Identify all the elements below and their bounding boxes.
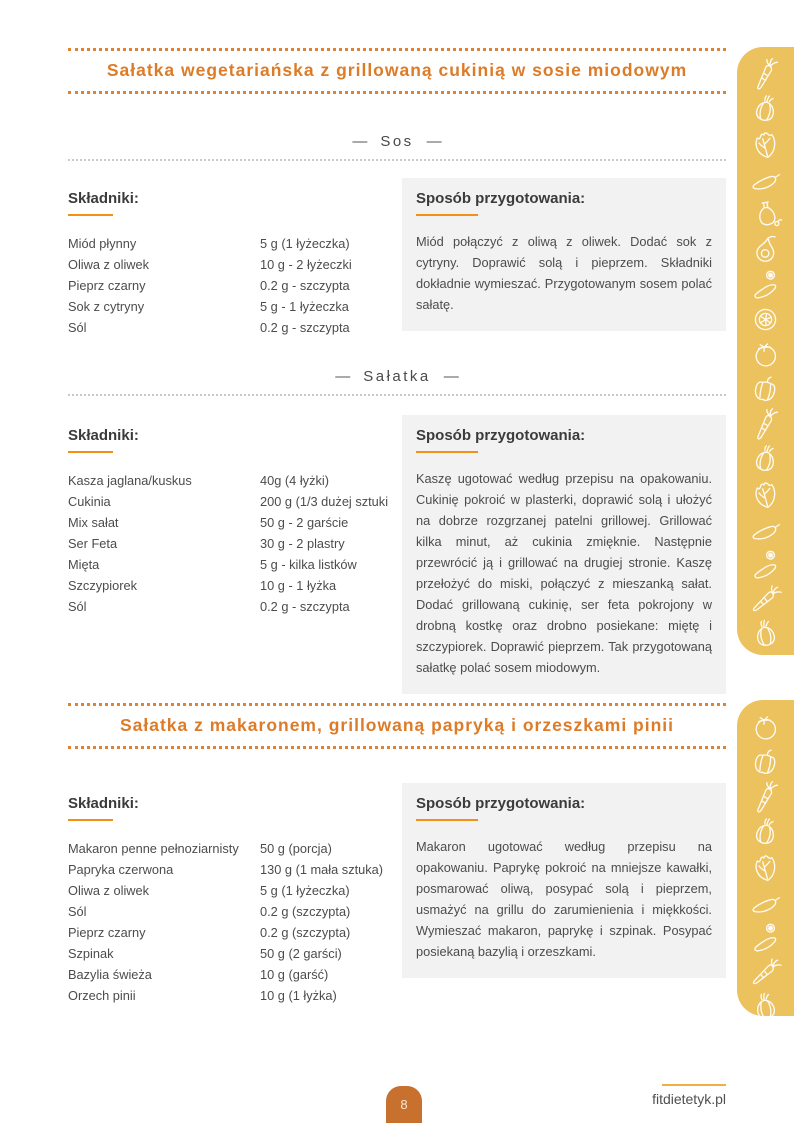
table-row bbox=[68, 254, 398, 275]
sos-columns bbox=[68, 178, 726, 338]
onion-icon bbox=[745, 987, 786, 1016]
table-row bbox=[68, 859, 398, 880]
vegetable-icon-bar-top bbox=[737, 47, 794, 655]
ingredient-name: Sól bbox=[68, 599, 87, 614]
onion-icon bbox=[745, 439, 786, 480]
ingredient-name: Szczypiorek bbox=[68, 578, 137, 593]
ingredient-name: Pieprz czarny bbox=[68, 278, 146, 293]
page-number: 8 bbox=[400, 1097, 408, 1112]
ingredient-name: Cukinia bbox=[68, 494, 111, 509]
ingredient-amount: 10 g (1 łyżka) bbox=[260, 988, 337, 1003]
ingredients-label: Składniki: bbox=[68, 795, 139, 812]
preparation-text: Kaszę ugotować według przepisu na opakowaniu. Cukinię pokroić w plasterki, doprawić solą i ułożyć na dobrze rozgrzanej patelni grillowej. Grillować kilka minut, aż cukinia zmięknie. Następnie przewrócić ją i grillować na drugiej stronie. Kaszę przełożyć do miski, połączyć z mieszanką sałat. Dodać grillowaną cukinię, ser feta pokrojony w drobną kostkę oraz drobno posiekane: miętę i szczypiorek. Doprawić pieprzem. Tak przygotowaną sałatkę polać sosem miodowym. bbox=[416, 471, 712, 675]
tomato-slice-icon bbox=[745, 299, 786, 340]
ingredient-amount: 0.2 g - szczypta bbox=[260, 278, 350, 293]
accent-underline bbox=[416, 451, 478, 453]
ingredient-amount: 0.2 g (szczypta) bbox=[260, 925, 351, 940]
salatka-columns bbox=[68, 415, 726, 694]
salatka-ingredients-column bbox=[68, 415, 398, 617]
ingredient-name: Ser Feta bbox=[68, 536, 118, 551]
preparation-label: Sposób przygotowania: bbox=[416, 427, 586, 444]
section-name: Sałatka bbox=[363, 368, 431, 385]
table-row bbox=[68, 943, 398, 964]
salatka-preparation-box bbox=[402, 415, 726, 694]
table-row bbox=[68, 838, 398, 859]
ingredient-amount: 5 g (1 łyżeczka) bbox=[260, 236, 350, 251]
table-row bbox=[68, 901, 398, 922]
recipe1-title: Sałatka wegetariańska z grillowaną cukinią w sosie miodowym bbox=[106, 60, 688, 80]
table-row bbox=[68, 985, 398, 1006]
dash-left: — bbox=[335, 368, 351, 385]
recipe2-title: Sałatka z makaronem, grillowaną papryką i orzeszkami pinii bbox=[119, 715, 675, 735]
ingredient-amount: 10 g - 2 łyżeczki bbox=[260, 257, 352, 272]
recipe2-ingredients-column bbox=[68, 783, 398, 1006]
recipe1-title-block bbox=[68, 48, 726, 94]
pepper-icon bbox=[745, 369, 786, 410]
table-row bbox=[68, 491, 398, 512]
ingredient-name: Orzech pinii bbox=[68, 988, 136, 1003]
onion-icon bbox=[745, 812, 786, 853]
recipe2-preparation-box bbox=[402, 783, 726, 978]
ingredient-amount: 130 g (1 mała sztuka) bbox=[260, 862, 384, 877]
dash-left: — bbox=[352, 133, 368, 150]
section-name: Sos bbox=[380, 133, 414, 150]
accent-underline bbox=[416, 819, 478, 821]
dotted-divider-gray bbox=[68, 394, 726, 396]
table-row bbox=[68, 233, 398, 254]
ingredient-name: Sól bbox=[68, 904, 87, 919]
ingredient-amount: 10 g - 1 łyżka bbox=[260, 578, 337, 593]
ingredient-name: Mięta bbox=[68, 557, 100, 572]
table-row bbox=[68, 470, 398, 491]
pepper-icon bbox=[745, 742, 786, 783]
preparation-text: Miód połączyć z oliwą z oliwek. Dodać sok z cytryny. Doprawić solą i pieprzem. Składniki dokładnie wymieszać. Przygotowanym sosem polać sałatę. bbox=[416, 234, 712, 312]
ingredient-name: Sok z cytryny bbox=[68, 299, 145, 314]
ingredient-amount: 200 g (1/3 dużej sztuki bbox=[260, 494, 389, 509]
dash-right: — bbox=[426, 133, 442, 150]
ingredient-name: Mix sałat bbox=[68, 515, 119, 530]
section-salatka-header bbox=[68, 368, 726, 396]
table-row bbox=[68, 512, 398, 533]
onion-icon bbox=[745, 614, 786, 655]
accent-underline bbox=[68, 451, 113, 453]
accent-underline bbox=[416, 214, 478, 216]
table-row bbox=[68, 575, 398, 596]
table-row bbox=[68, 880, 398, 901]
table-row bbox=[68, 922, 398, 943]
table-row bbox=[68, 296, 398, 317]
dash-right: — bbox=[443, 368, 459, 385]
ingredient-amount: 0.2 g (szczypta) bbox=[260, 904, 351, 919]
ingredients-list bbox=[68, 470, 398, 617]
table-row bbox=[68, 317, 398, 338]
dotted-divider-gray bbox=[68, 159, 726, 161]
ingredient-name: Oliwa z oliwek bbox=[68, 883, 150, 898]
accent-underline bbox=[68, 819, 113, 821]
sos-ingredients-column bbox=[68, 178, 398, 338]
footer-site-label: fitdietetyk.pl bbox=[652, 1091, 726, 1107]
vegetable-icon-bar-bottom bbox=[737, 700, 794, 1016]
ingredient-name: Bazylia świeża bbox=[68, 967, 152, 982]
avocado-icon bbox=[745, 229, 786, 270]
onion-icon bbox=[745, 89, 786, 130]
section-sos-header bbox=[68, 133, 726, 161]
ingredients-label: Składniki: bbox=[68, 427, 139, 444]
accent-underline bbox=[68, 214, 113, 216]
ingredient-amount: 50 g (2 garści) bbox=[260, 946, 342, 961]
section-salatka-title bbox=[68, 368, 726, 385]
dotted-divider-bottom bbox=[68, 91, 726, 94]
ingredient-name: Sól bbox=[68, 320, 87, 335]
ingredient-name: Miód płynny bbox=[68, 236, 137, 251]
ingredient-name: Makaron penne pełnoziarnisty bbox=[68, 841, 239, 856]
ingredient-amount: 40g (4 łyżki) bbox=[260, 473, 329, 488]
ingredients-label: Składniki: bbox=[68, 190, 139, 207]
ingredients-list bbox=[68, 233, 398, 338]
ingredient-amount: 5 g (1 łyżeczka) bbox=[260, 883, 350, 898]
ingredient-name: Papryka czerwona bbox=[68, 862, 174, 877]
preparation-label: Sposób przygotowania: bbox=[416, 190, 586, 207]
dotted-divider-bottom bbox=[68, 746, 726, 749]
ingredient-amount: 5 g - kilka listków bbox=[260, 557, 357, 572]
table-row bbox=[68, 554, 398, 575]
footer-brand-line bbox=[662, 1084, 726, 1086]
table-row bbox=[68, 964, 398, 985]
ingredient-amount: 10 g (garść) bbox=[260, 967, 329, 982]
page-number-tab bbox=[386, 1086, 422, 1123]
carrot-icon bbox=[745, 952, 786, 993]
table-row bbox=[68, 533, 398, 554]
preparation-text: Makaron ugotować według przepisu na opakowaniu. Paprykę pokroić na mniejsze kawałki, posmarować oliwą, posypać solą i pieprzem, usmażyć na grillu do zarumienienia i miękkości. Wymieszać makaron, paprykę i szpinak. Posypać posiekaną bazylią i orzeszkami. bbox=[416, 839, 712, 959]
ingredient-amount: 0.2 g - szczypta bbox=[260, 320, 350, 335]
ingredients-list bbox=[68, 838, 398, 1006]
ingredient-amount: 5 g - 1 łyżeczka bbox=[260, 299, 349, 314]
ingredient-amount: 30 g - 2 plastry bbox=[260, 536, 345, 551]
ingredient-name: Pieprz czarny bbox=[68, 925, 146, 940]
zucchini-icon bbox=[745, 159, 786, 200]
zucchini-icon bbox=[745, 882, 786, 923]
ingredient-amount: 0.2 g - szczypta bbox=[260, 599, 350, 614]
preparation-label: Sposób przygotowania: bbox=[416, 795, 586, 812]
recipe2-title-block bbox=[68, 703, 726, 749]
carrot-icon bbox=[745, 579, 786, 620]
ingredient-name: Kasza jaglana/kuskus bbox=[68, 473, 192, 488]
section-sos-title bbox=[68, 133, 726, 150]
recipe2-columns bbox=[68, 783, 726, 1006]
ingredient-name: Szpinak bbox=[68, 946, 114, 961]
ingredient-name: Oliwa z oliwek bbox=[68, 257, 150, 272]
table-row bbox=[68, 596, 398, 617]
sos-preparation-box bbox=[402, 178, 726, 331]
table-row bbox=[68, 275, 398, 296]
ingredient-amount: 50 g - 2 garście bbox=[260, 515, 349, 530]
ingredient-amount: 50 g (porcja) bbox=[260, 841, 332, 856]
zucchini-icon bbox=[745, 509, 786, 550]
